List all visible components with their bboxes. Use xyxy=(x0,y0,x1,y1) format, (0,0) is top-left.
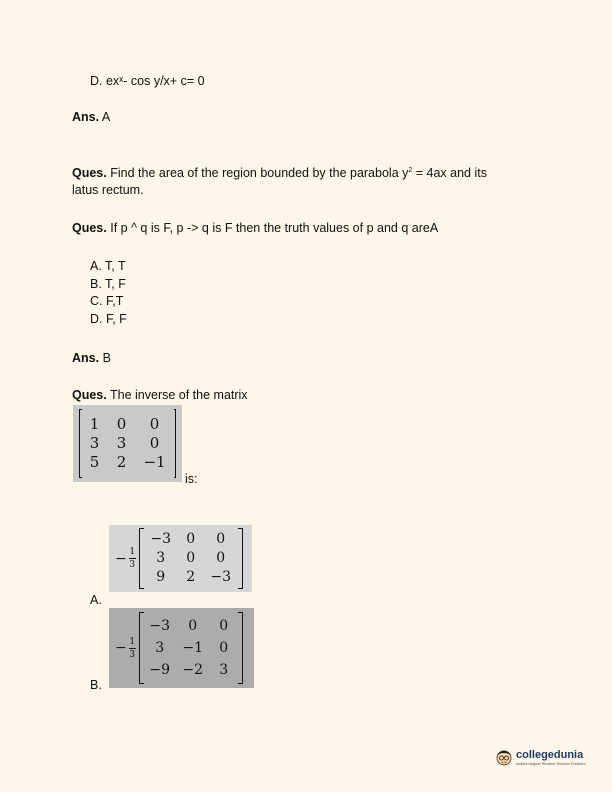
answer-label: Ans. xyxy=(72,110,100,124)
option-b-label: B. xyxy=(90,678,102,692)
question-label: Ques. xyxy=(72,221,107,235)
frac-bar xyxy=(129,558,136,559)
matrix-cell: −3 xyxy=(150,531,172,547)
option-d: D. F, F xyxy=(90,312,127,327)
right-bracket xyxy=(174,409,177,478)
mascot-icon xyxy=(494,746,514,768)
answer-2 xyxy=(72,350,111,367)
matrix-cell: 2 xyxy=(116,453,127,471)
question-text: If p ^ q is F, p -> q is F then the truth values of p and q areA xyxy=(110,221,439,235)
option-b: B. T, F xyxy=(90,276,126,291)
coef-fraction xyxy=(129,547,136,570)
question-3-suffix: is: xyxy=(185,472,198,486)
question-text: Find the area of the region bounded by the parabola y xyxy=(110,166,409,180)
prev-option-d: D. exˣ- cos y/x+ c= 0 xyxy=(90,74,205,88)
matrix-cell: 0 xyxy=(216,531,226,547)
exponent: 2 xyxy=(408,166,413,174)
collegedunia-logo xyxy=(494,746,586,768)
frac-den: 3 xyxy=(129,560,136,570)
answer-value: B xyxy=(102,351,111,365)
matrix-cell: −1 xyxy=(143,453,166,471)
matrix-cell: −2 xyxy=(182,662,204,678)
matrix-cell: −9 xyxy=(149,662,171,678)
option-a: A. T, T xyxy=(90,259,126,273)
coef-fraction xyxy=(129,637,136,660)
matrix-cell: −3 xyxy=(149,618,171,634)
matrix-cell: 3 xyxy=(116,434,127,452)
frac-num: 1 xyxy=(129,636,136,647)
matrix-grid xyxy=(144,615,238,681)
question-text-cont: = 4ax and its xyxy=(412,166,487,180)
question-label: Ques. xyxy=(72,166,107,180)
logo-name: collegedunia xyxy=(516,748,584,761)
matrix-cell: 0 xyxy=(216,550,226,566)
answer-label: Ans. xyxy=(72,351,100,365)
matrix-cell: 5 xyxy=(89,453,100,471)
question-1 xyxy=(72,165,487,182)
matrix-cell: 0 xyxy=(116,415,127,433)
logo-tagline: India's largest Student Review Platform xyxy=(516,760,586,766)
frac-den: 3 xyxy=(129,649,136,660)
matrix-image xyxy=(73,405,182,482)
matrix-cell: 0 xyxy=(219,640,229,656)
right-bracket xyxy=(238,528,243,589)
answer-1 xyxy=(72,109,110,126)
question-text: The inverse of the matrix xyxy=(110,388,248,402)
matrix-cell: 0 xyxy=(149,415,160,433)
coef-sign: − xyxy=(115,640,127,656)
matrix-cell: 0 xyxy=(186,550,196,566)
option-b-image xyxy=(109,608,254,688)
matrix-cell: −3 xyxy=(210,569,232,585)
answer-value: A xyxy=(101,110,111,124)
option-a-image xyxy=(109,525,252,592)
matrix-cell: 9 xyxy=(156,569,166,585)
coef-sign: − xyxy=(115,550,127,567)
matrix-cell: 3 xyxy=(89,434,100,452)
matrix-cell: 3 xyxy=(219,662,229,678)
matrix-cell: 0 xyxy=(149,434,160,452)
frac-num: 1 xyxy=(129,547,136,557)
matrix-grid xyxy=(144,530,238,587)
options-list xyxy=(90,258,127,329)
question-1-line2: latus rectum. xyxy=(72,183,144,197)
question-2 xyxy=(72,220,438,237)
matrix-cell: 3 xyxy=(155,640,165,656)
question-label: Ques. xyxy=(72,388,107,402)
matrix-cell: 0 xyxy=(219,618,229,634)
option-c: C. F,T xyxy=(90,294,124,309)
matrix-cell: −1 xyxy=(182,640,204,656)
right-bracket xyxy=(238,612,243,684)
matrix-cell: 3 xyxy=(156,550,166,566)
option-a-label: A. xyxy=(90,593,102,607)
matrix-cell: 0 xyxy=(186,531,196,547)
matrix-cell: 1 xyxy=(89,415,100,433)
question-3 xyxy=(72,387,248,404)
matrix-cell: 2 xyxy=(186,569,196,585)
frac-bar xyxy=(129,648,136,649)
matrix-grid xyxy=(82,415,174,472)
matrix-cell: 0 xyxy=(188,618,198,634)
